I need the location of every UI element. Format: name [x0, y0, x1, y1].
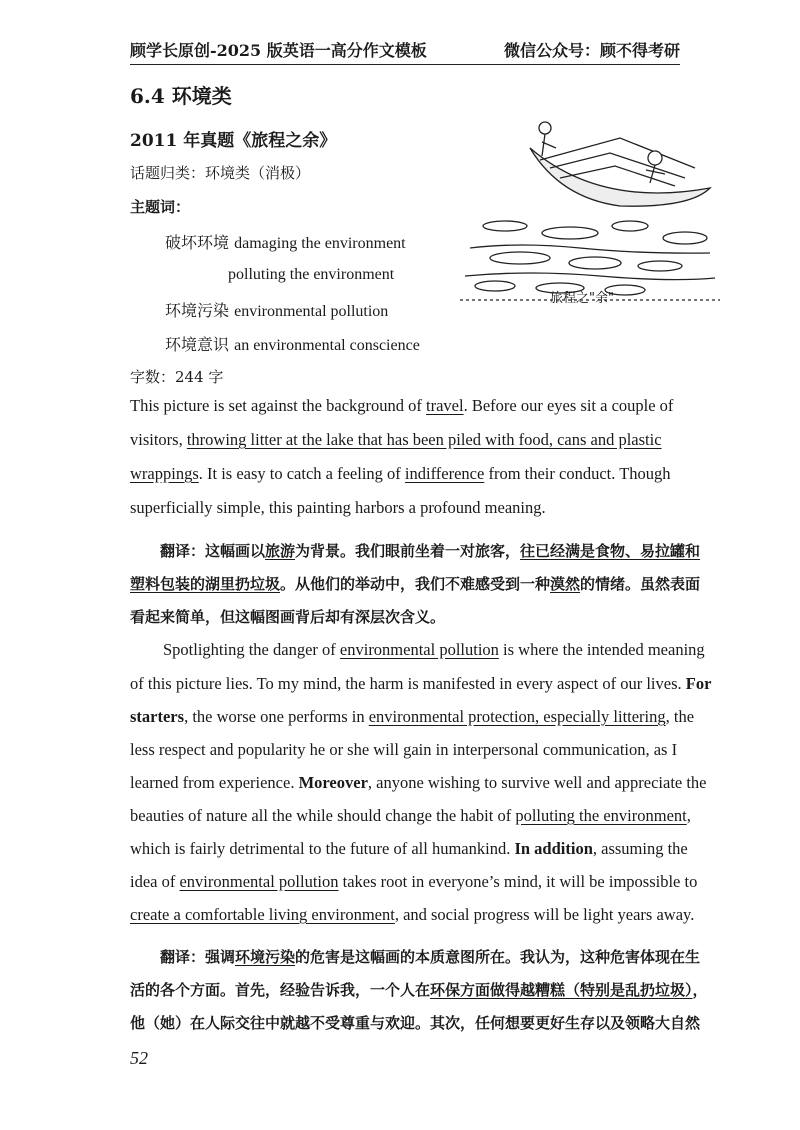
p1-line: wrappings. It is easy to catch a feeling of indifference from their conduct. Though: [130, 464, 671, 483]
p2-line: create a comfortable living environment, and social progress will be light years away.: [130, 905, 695, 924]
underlined-phrase: 旅游: [265, 542, 296, 560]
keyword-en: an environmental conscience: [234, 337, 420, 354]
keyword-row: [228, 264, 394, 284]
t2-line: 活的各个方面。首先，经验告诉我，一个人在环保方面做得越糟糕（特别是乱扔垃圾），: [130, 981, 708, 999]
page-number: 52: [130, 1048, 148, 1068]
transition-word: For: [685, 674, 712, 693]
t1-line: 翻译：这幅画以旅游为背景。我们眼前坐着一对旅客，往已经满是食物、易拉罐和: [160, 542, 701, 560]
transition-word: In addition: [514, 839, 593, 858]
underlined-phrase: environmental pollution: [179, 872, 339, 891]
underlined-phrase: wrappings: [130, 464, 199, 483]
illustration-caption: 旅程之"余": [550, 291, 614, 306]
keyword-zh: 环境污染: [165, 301, 230, 320]
underlined-phrase: 塑料包装的湖里扔垃圾: [130, 575, 281, 593]
p2-line: beauties of nature all the while should change the habit of polluting the environment,: [130, 806, 691, 825]
keyword-en: damaging the environment: [234, 235, 406, 252]
underlined-phrase: travel: [426, 396, 464, 415]
word-count: 字数：244 字: [130, 368, 224, 386]
p2-line: of this picture lies. To my mind, the harm is manifested in every aspect of our lives. For: [130, 674, 712, 693]
underlined-phrase: create a comfortable living environment: [130, 905, 395, 924]
p2-line: learned from experience. Moreover, anyone wishing to survive well and appreciate the: [130, 773, 707, 792]
topic-category: 话题归类：环境类（消极）: [130, 164, 311, 182]
header-right: 微信公众号：顾不得考研: [503, 41, 680, 60]
keyword-zh: 破坏环境: [165, 233, 230, 252]
transition-word: starters: [130, 707, 185, 726]
keyword-zh: 环境意识: [165, 335, 230, 354]
underlined-phrase: environmental pollution: [339, 640, 499, 659]
p1-line: superficially simple, this painting harbors a profound meaning.: [130, 498, 546, 517]
keyword-en: polluting the environment: [228, 266, 395, 283]
keyword-row: [165, 230, 406, 253]
p2-line: Spotlighting the danger of environmental pollution is where the intended meaning: [163, 640, 705, 659]
essay-title: 2011 年真题《旅程之余》: [130, 131, 337, 151]
underlined-phrase: 往已经满是食物、易拉罐和: [520, 542, 701, 560]
p2-line: idea of environmental pollution takes root in everyone’s mind, it will be impossible to: [130, 872, 698, 891]
underlined-phrase: indifference: [404, 464, 485, 483]
underlined-phrase: throwing litter at the lake that has been piled with food, cans and plastic: [186, 430, 662, 449]
p2-line: starters, the worse one performs in environmental protection, especially littering, the: [130, 707, 695, 726]
underlined-phrase: 环保方面做得越糟糕（特别是乱扔垃圾）: [430, 981, 693, 999]
t1-line: 塑料包装的湖里扔垃圾。从他们的举动中，我们不难感受到一种漠然的情绪。虽然表面: [130, 575, 701, 593]
section-title: 6.4 环境类: [130, 84, 232, 108]
keyword-en: environmental pollution: [234, 303, 389, 320]
underlined-phrase: polluting the environment: [515, 806, 687, 825]
page-header: [130, 34, 680, 65]
p1-line: visitors, throwing litter at the lake that has been piled with food, cans and plastic: [130, 430, 662, 449]
t2-line: 翻译：强调环境污染的危害是这幅画的本质意图所在。我认为，这种危害体现在生: [160, 948, 701, 966]
p1-line: This picture is set against the background of travel. Before our eyes sit a couple of: [130, 396, 674, 415]
keyword-row: [165, 332, 420, 355]
keyword-row: [165, 298, 388, 321]
t1-line: 看起来简单，但这幅图画背后却有深层次含义。: [130, 608, 446, 626]
underlined-phrase: environmental protection, especially littering: [368, 707, 666, 726]
p2-line: less respect and popularity he or she will gain in interpersonal communication, as I: [130, 740, 678, 759]
header-left: 顾学长原创-2025 版英语一高分作文模板: [130, 41, 427, 60]
t2-line: 他（她）在人际交往中就越不受尊重与欢迎。其次，任何想要更好生存以及领略大自然: [130, 1014, 701, 1032]
keywords-label: 主题词：: [130, 198, 191, 216]
underlined-phrase: 漠然: [550, 575, 581, 593]
transition-word: Moreover: [298, 773, 368, 792]
underlined-phrase: 环境污染: [235, 948, 296, 966]
p2-line: which is fairly detrimental to the future of all humankind. In addition, assuming the: [130, 839, 688, 858]
